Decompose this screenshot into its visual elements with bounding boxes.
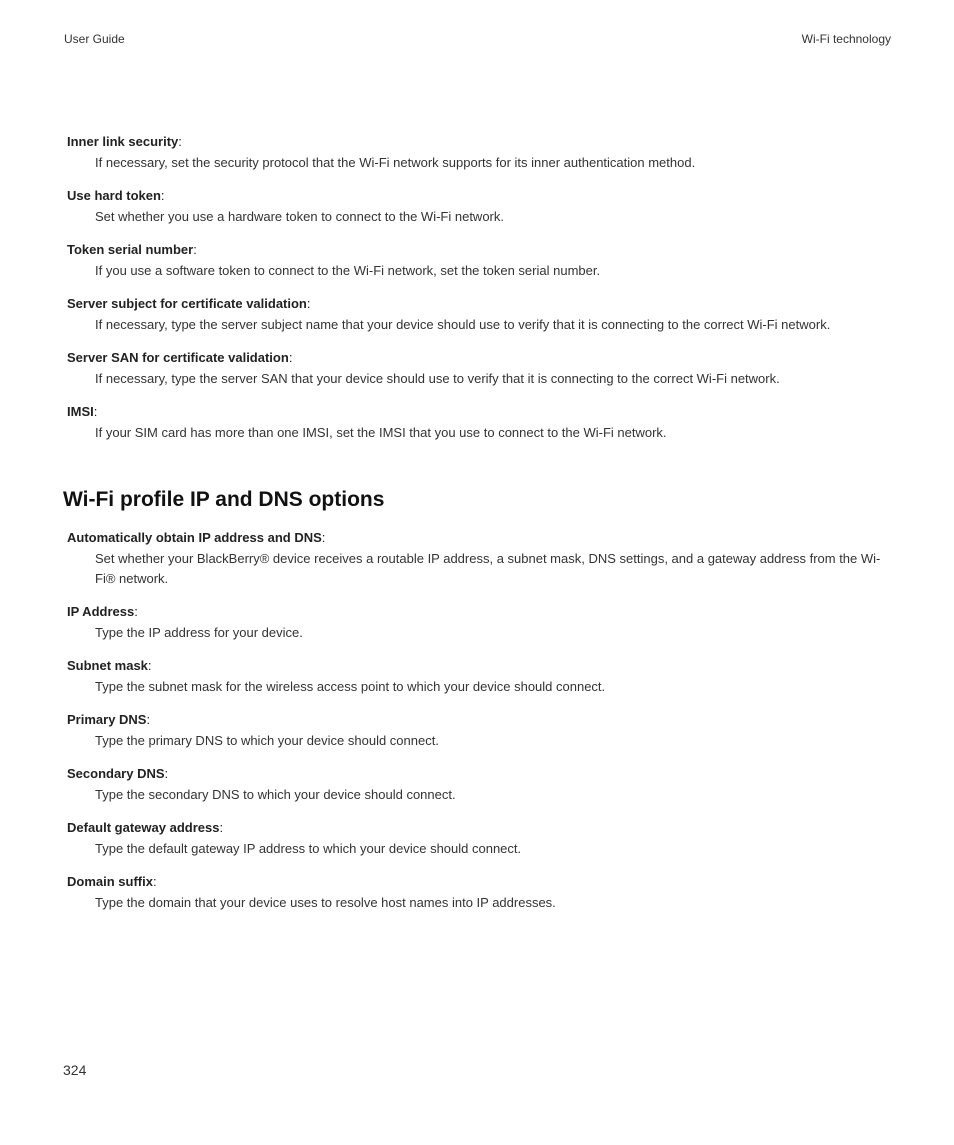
definition-entry: Inner link security: If necessary, set the security protocol that the Wi-Fi network supports for its inner authentication method. (0, 132, 954, 173)
definition-entry: IP Address: Type the IP address for your device. (0, 602, 954, 643)
definition-description: Type the domain that your device uses to resolve host names into IP addresses. (95, 895, 556, 910)
definition-description: Type the primary DNS to which your device should connect. (95, 733, 439, 748)
definition-entry: Secondary DNS: Type the secondary DNS to which your device should connect. (0, 764, 954, 805)
definition-entry: IMSI: If your SIM card has more than one IMSI, set the IMSI that you use to connect to the Wi-Fi network. (0, 402, 954, 443)
definition-term: Primary DNS (67, 712, 147, 727)
definition-term: Automatically obtain IP address and DNS (67, 530, 322, 545)
definition-term: IMSI (67, 404, 94, 419)
definition-entry: Subnet mask: Type the subnet mask for the wireless access point to which your device should connect. (0, 656, 954, 697)
definition-term: Default gateway address (67, 820, 220, 835)
definition-entry: Automatically obtain IP address and DNS: Set whether your BlackBerry® device receives a routable IP address, a subnet mask, DNS settings, and a gateway address from the Wi-Fi® network. (0, 528, 954, 589)
definition-term: Secondary DNS (67, 766, 165, 781)
page-number: 324 (63, 1062, 87, 1078)
running-header-chapter: Wi-Fi technology (801, 32, 891, 46)
definition-term: Use hard token (67, 188, 161, 203)
definition-entry: Server subject for certificate validation: If necessary, type the server subject name that your device should use to verify that it is connecting to the correct Wi-Fi network. (0, 294, 954, 335)
definition-description: If necessary, set the security protocol that the Wi-Fi network supports for its inner authentication method. (95, 155, 696, 170)
definition-term: Domain suffix (67, 874, 153, 889)
definition-term: Subnet mask (67, 658, 148, 673)
definition-description: Type the secondary DNS to which your device should connect. (95, 787, 456, 802)
definition-description: If your SIM card has more than one IMSI, set the IMSI that you use to connect to the Wi-Fi network. (95, 425, 667, 440)
definition-entry: Use hard token: Set whether you use a hardware token to connect to the Wi-Fi network. (0, 186, 954, 227)
definition-description: If you use a software token to connect to the Wi-Fi network, set the token serial number. (95, 263, 601, 278)
definition-description: Set whether you use a hardware token to connect to the Wi-Fi network. (95, 209, 504, 224)
definition-description: If necessary, type the server SAN that your device should use to verify that it is connecting to the correct Wi-Fi network. (95, 371, 780, 386)
definition-description: Set whether your BlackBerry® device receives a routable IP address, a subnet mask, DNS settings, and a gateway address from the Wi-Fi® network. (95, 551, 881, 586)
definition-term: IP Address (67, 604, 135, 619)
ip-dns-section (0, 486, 954, 926)
definition-term: Server subject for certificate validation (67, 296, 307, 311)
definition-term: Server SAN for certificate validation (67, 350, 289, 365)
definition-description: If necessary, type the server subject name that your device should use to verify that it is connecting to the correct Wi-Fi network. (95, 317, 831, 332)
running-header-title: User Guide (64, 32, 125, 46)
definition-term: Token serial number (67, 242, 194, 257)
security-options-list (0, 132, 954, 456)
definition-description: Type the default gateway IP address to which your device should connect. (95, 841, 522, 856)
section-heading: Wi-Fi profile IP and DNS options (63, 488, 385, 511)
definition-entry: Server SAN for certificate validation: If necessary, type the server SAN that your device should use to verify that it is connecting to the correct Wi-Fi network. (0, 348, 954, 389)
definition-term: Inner link security (67, 134, 179, 149)
definition-entry: Primary DNS: Type the primary DNS to which your device should connect. (0, 710, 954, 751)
definition-entry: Token serial number: If you use a software token to connect to the Wi-Fi network, set the token serial number. (0, 240, 954, 281)
definition-entry: Domain suffix: Type the domain that your device uses to resolve host names into IP addresses. (0, 872, 954, 913)
definition-description: Type the IP address for your device. (95, 625, 303, 640)
definition-description: Type the subnet mask for the wireless access point to which your device should connect. (95, 679, 606, 694)
definition-entry: Default gateway address: Type the default gateway IP address to which your device should connect. (0, 818, 954, 859)
